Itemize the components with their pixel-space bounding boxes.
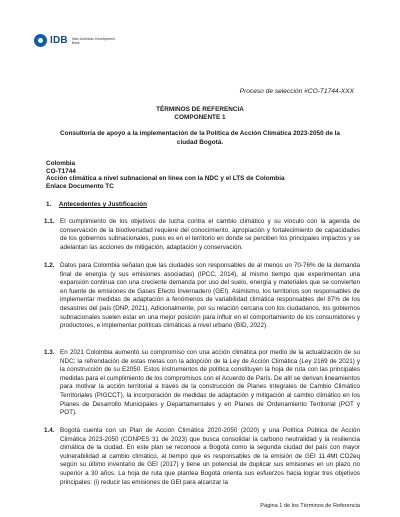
project-name: Acción climática a nivel subnacional en línea con la NDC y el LTS de Colombia	[46, 175, 285, 183]
paragraph-text: Bogotá cuenta con un Plan de Acción Climática 2020-2050 (2020) y una Política Pública de Acción Climática 2023-2050 (CONPES 31 de 2023) que busca consolidar la carbono neutralidad y la resiliencia climática de la ciudad. En este plan se reconoce a Bogotá como la segunda ciudad del país con mayor vulnerabilidad al cambio climático, al tiempo que es responsables de la emisión de GEI 11.4Mt CO2eq según su último inventario de GEI (2017) y tiene un potencial de duplicar sus emisiones en un plazo no superior a 30 años. La hoja de ruta que plantea Bogotá orienta sus esfuerzos hacia lograr tres objetivos principales: (i) reducir las emisiones de GEI para alcanzar la	[60, 427, 360, 486]
page-footer: Página 1 de los Términos de Referencia	[260, 503, 360, 509]
paragraph-text: El cumplimiento de los objetivos de lucha contra el cambio climático y su vínculo con la agenda de conservación de la biodiversidad requiere del conocimiento, apropiación y fortalecimiento de capacidades de los gobiernos subnacionales, pues es en el territorio en donde se perciben los principales impactos y se adelantan las acciones de mitigación, adaptación y conservación.	[60, 218, 360, 251]
project-meta	[46, 160, 285, 190]
bank-name: Inter-American Development Bank	[71, 36, 115, 45]
country: Colombia	[46, 160, 76, 167]
document-link[interactable]: Enlace Documento TC	[46, 182, 114, 190]
process-reference: Proceso de selección #CO-T1744-XXX	[239, 88, 354, 95]
paragraph-number: 1.2.	[44, 262, 55, 269]
project-code: CO-T1744	[46, 167, 76, 175]
paragraph-text: Datos para Colombia señalan que las ciudades son responsables de al menos un 70-76% de la demanda final de energía (y sus emisiones asociadas) (IPCC, 2014), al mismo tiempo que experimentan una expansión continua con una creciente demanda por uso del suelo, energía y materiales que se convierten en fuente de emisiones de Gases Efecto Invernadero (GEI). Asimismo, los territorios son responsables de implementar medidas de adaptación a fenómenos de variabilidad climática responsables del 87% de los desastres del país (DNP, 2021). Adicionalmente, por su relación cercana con los ciudadanos, los gobiernos subnacionales suelen estar en una mejor posición para influir en el comportamiento de los consumidores y productores, e implementar políticas climáticas a nivel urbano (BID, 2022).	[60, 262, 360, 330]
paragraph	[44, 427, 360, 487]
component-title: COMPONENTE 1	[174, 114, 226, 121]
idb-logo	[34, 34, 116, 47]
paragraph-number: 1.1.	[44, 218, 55, 225]
paragraph-text: En 2021 Colombia aumentó su compromiso con una acción climática por medio de la actualización de su NDC; la refrendación de estas metas con la adopción de la Ley de Acción Climática (Ley 2169 de 2021) y la construcción de su E2050. Estos instrumentos de política constituyen la hoja de ruta con las principales medidas para el cumplimiento de los compromisos con el Acuerdo de París. De allí se derivan lineamientos para motivar la acción territorial a través de la construcción de Planes Integrales de Cambio Climático Territoriales (PIGCCT), la incorporación de medidas de adaptación y mitigación al cambio climático en los Planes de Desarrollo Municipales y Departamentales y en Planes de Ordenamiento Territorial (POT y POT).	[60, 349, 360, 417]
consultancy-title: Consultoría de apoyo a la implementación de la Política de Acción Climática 2023-2050 de la ciudad Bogotá.	[60, 130, 340, 146]
paragraph	[44, 262, 360, 331]
section-title: Antecedentes y Justificación	[58, 201, 147, 208]
idb-logo-icon	[34, 34, 47, 47]
document-title: TÉRMINOS DE REFERENCIA	[156, 106, 244, 113]
logo-text: IDB	[50, 35, 68, 46]
section-heading	[46, 201, 147, 208]
paragraph-number: 1.3.	[44, 349, 55, 356]
paragraph-number: 1.4.	[44, 427, 55, 434]
paragraph	[44, 218, 360, 252]
section-number: 1.	[46, 201, 52, 208]
paragraph	[44, 349, 360, 418]
